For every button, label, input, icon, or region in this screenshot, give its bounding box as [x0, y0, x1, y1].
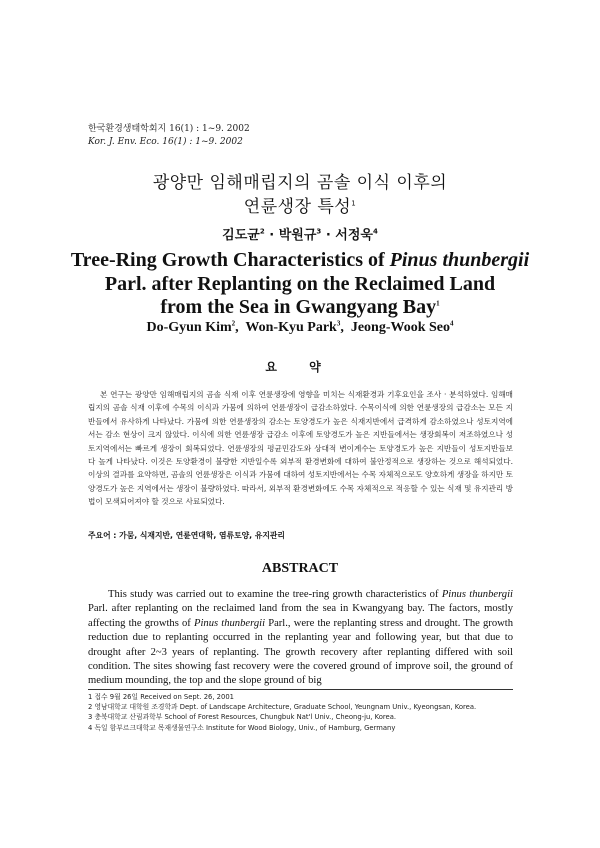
journal-citation	[88, 123, 250, 149]
author-en-1: Do-Gyun Kim	[146, 320, 232, 335]
author-en-2-mark: 3	[336, 319, 341, 328]
title-en-line1-text: Tree-Ring Growth Characteristics of	[70, 249, 390, 271]
author-en-3: Jeong-Wook Seo	[350, 320, 451, 335]
title-en-line2: Parl. after Replanting on the Reclaimed Land	[104, 273, 496, 295]
author-ko-3: 서정욱	[335, 228, 373, 243]
title-ko-footnote-mark: 1	[351, 199, 357, 208]
title-ko-line2	[0, 192, 600, 217]
abstract-en-part1: This study was carried out to examine the tree-ring growth characteristics of	[108, 589, 442, 600]
footnotes	[88, 692, 476, 733]
footnote-4: 4 독일 함부르크대학교 목재생물연구소 Institute for Wood Biology, Univ., of Hamburg, Germany	[88, 723, 396, 732]
footnote-2: 2 영남대학교 대학원 조경학과 Dept. of Landscape Architecture, Graduate School, Yeungnam Univ., Kyeongsan, Korea.	[88, 703, 477, 712]
abstract-en-species-1: Pinus thunbergii	[441, 589, 513, 600]
title-en-footnote-mark: 1	[436, 299, 440, 308]
abstract-korean-text: 본 연구는 광양만 임해매립지의 곰솔 식재 이후 연륜생장에 영향을 미치는 식재환경과 기후요인을 조사 · 분석하였다. 임해매립지의 곰솔 식재 이후에 수목의 이식과 가뭄에 의하여 연륜생장이 급감소하였다. 수목이식에 의한 연륜생장의 급감소는 모든 지반들에서 유사하게 나타났다. 가뭄에 의한 연륜생장의 감소는 토양경도가 높은 식재지반에서 급격하게 감소하였으나 성토지역에서는 감소 현상이 크지 않았다. 이식에 의한 연륜생장 급감소 이후에 토양경도가 높은 지반들에서는 생장회복이 저조하였으나 성토지역에서는 빠르게 생장이 회복되었다. 연륜생장의 평균민감도와 상대적 변이계수는 토양경도가 높은 지반들이 성토지반들보다 높게 나타났다. 이것은 토양환경이 불량한 지반일수록 외부적 환경변화에 대하여 불안정적으로 생장하는 것으로 해석되었다. 이상의 결과를 요약하면, 곰솔의 연륜생장은 이식과 가뭄에 대하여 성토지반에서는 수목 자체적으로도 양호하게 생장을 하지만 토양경도가 높은 지역에서는 생장이 불량하였다. 따라서, 외부적 환경변화에도 수목 자체적으로 적응할 수 있는 식재 및 유지관리 방법이 모색되어져야 할 것으로 사료되었다.	[88, 390, 513, 507]
author-ko-1-mark: 2	[259, 227, 265, 236]
author-en-1-mark: 2	[231, 319, 236, 328]
author-separator: ·	[269, 228, 275, 243]
authors-en: Do-Gyun Kim$^2$, Won-Kyu Park$^3$, Jeong-Wook Seo$^4$	[146, 319, 454, 335]
title-en-line3-text: from the Sea in Gwangyang Bay	[160, 296, 437, 318]
author-en-2: Won-Kyu Park	[245, 320, 337, 335]
title-en-species: Pinus thunbergii	[389, 249, 530, 271]
title-en-line1	[0, 249, 600, 272]
abstract-korean	[88, 388, 513, 509]
journal-citation-ko: 한국환경생태학회지 16(1) : 1~9. 2002	[88, 124, 250, 134]
abstract-en-species-2: Pinus thunbergii	[193, 617, 266, 629]
abstract-en-part2: Parl. after replanting on the reclaimed land from the sea in Kwangyang bay. The factors, mostly affecting the growths of	[88, 603, 513, 629]
footnote-3: 3 충북대학교 산림과학부 School of Forest Resources, Chungbuk Nat'l Univ., Cheong-ju, Korea.	[88, 713, 397, 722]
author-ko-1: 김도균	[222, 228, 260, 243]
journal-citation-en: Kor. J. Env. Eco. 16(1) : 1~9. 2002	[88, 137, 243, 147]
authors-ko	[0, 224, 600, 243]
title-en-line3	[0, 296, 600, 319]
author-ko-3-mark: 4	[372, 227, 378, 236]
author-en-3-mark: 4	[450, 319, 454, 328]
author-ko-2: 박원규	[278, 228, 317, 243]
keywords-list: 가뭄, 식재지반, 연륜연대학, 염류토양, 유지관리	[119, 531, 285, 540]
heading-korean-abstract: 요 약	[265, 360, 335, 374]
author-ko-2-mark: 3	[316, 227, 322, 236]
keywords-label: 주요어 :	[88, 531, 120, 540]
author-separator: ·	[325, 228, 331, 243]
heading-abstract: ABSTRACT	[261, 561, 339, 576]
title-ko-line1: 광양만 임해매립지의 곰솔 이식 이후의	[152, 173, 448, 193]
abstract-en-part3: Parl., were the replanting stress and drought. The growth reduction due to replanting occurred in the replanting year and following year, but that due to drought after 2~3 years of replanting. The growth recovery after replanting differed with soil condition. The sites showing fast recovery were the covered ground of improve soil, the ground of medium mounding, the top and the slope ground of big	[88, 617, 514, 687]
footnote-divider	[88, 689, 513, 690]
keywords	[88, 530, 285, 541]
title-ko-line2-text: 연륜생장 특성	[243, 197, 352, 217]
abstract-english	[88, 588, 513, 689]
footnote-1: 1 접수 9월 26일 Received on Sept. 26, 2001	[88, 693, 234, 701]
